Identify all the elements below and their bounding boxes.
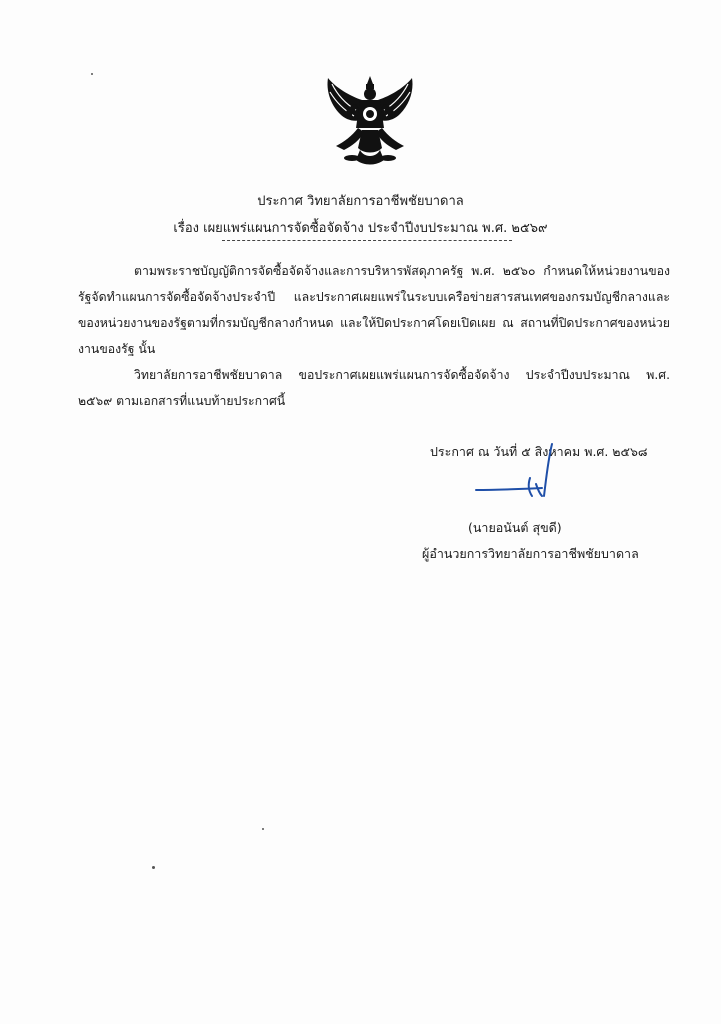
- handwritten-signature: [470, 440, 580, 502]
- announcement-date: ประกาศ ณ วันที่ ๕ สิงหาคม พ.ศ. ๒๕๖๘: [430, 444, 648, 459]
- scan-speck: [152, 866, 155, 869]
- body-paragraph-2: วิทยาลัยการอาชีพชัยบาดาล ขอประกาศเผยแพร่แผนการจัดซื้อจัดจ้าง ประจำปีงบประมาณ พ.ศ. ๒๕๖๙ ตามเอกสารที่แนบท้ายประกาศนี้: [78, 368, 670, 408]
- scan-speck: [262, 828, 264, 830]
- header-divider: [222, 240, 512, 241]
- signer-title: ผู้อำนวยการวิทยาลัยการอาชีพชัยบาดาล: [422, 546, 639, 561]
- body-paragraph-1: ตามพระราชบัญญัติการจัดซื้อจัดจ้างและการบริหารพัสดุภาครัฐ พ.ศ. ๒๕๖๐ กำหนดให้หน่วยงานของรัฐจัดทำแผนการจัดซื้อจัดจ้างประจำปี และประกาศเผยแพร่ในระบบเครือข่ายสารสนเทศของกรมบัญชีกลางและของหน่วยงานของรัฐตามที่กรมบัญชีกลางกำหนด และให้ปิดประกาศโดยเปิดเผย ณ สถานที่ปิดประกาศของหน่วยงานของรัฐ นั้น: [78, 264, 670, 356]
- signer-name: (นายอนันต์ สุขดี): [468, 520, 562, 535]
- scan-speck: [91, 73, 93, 75]
- announcement-subject: เรื่อง เผยแพร่แผนการจัดซื้อจัดจ้าง ประจำปีงบประมาณ พ.ศ. ๒๕๖๙: [173, 221, 548, 236]
- announcement-title: ประกาศ วิทยาลัยการอาชีพชัยบาดาล: [257, 194, 464, 209]
- garuda-emblem-icon: [322, 70, 418, 170]
